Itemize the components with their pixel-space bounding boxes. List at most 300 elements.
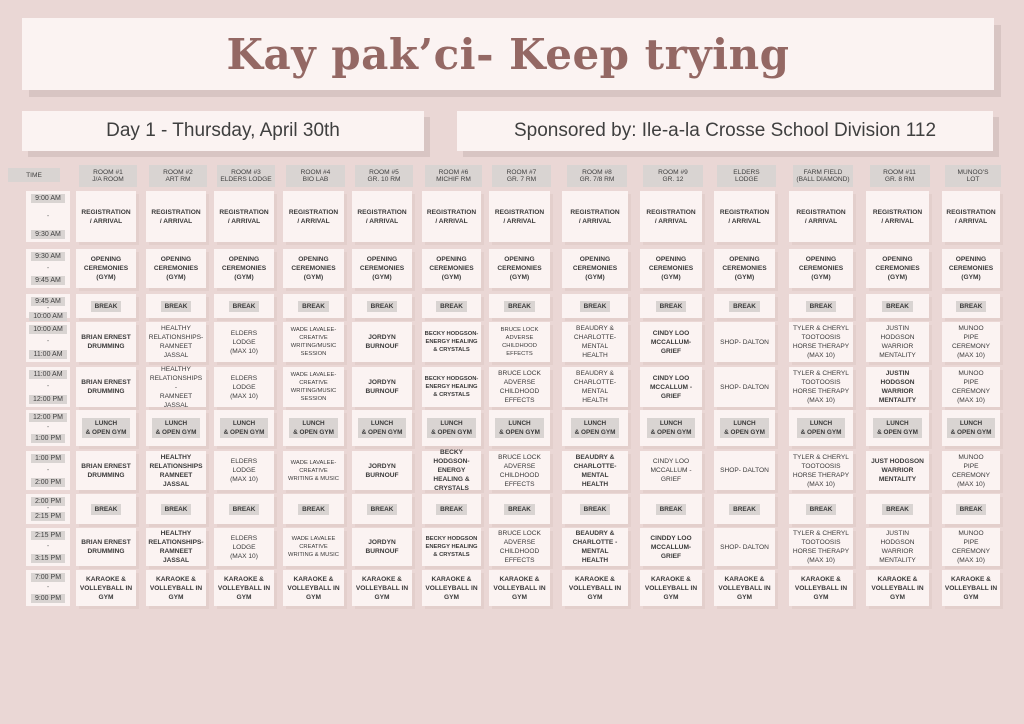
activity-pill: BREAK [229,301,260,312]
activity-label: KARAOKE & VOLLEYBALL IN GYM [794,575,848,601]
schedule-cell [489,451,550,490]
schedule-cell [789,528,853,566]
activity-pill: BREAK [161,504,192,515]
activity-label: REGISTRATION / ARRIVAL [494,208,545,225]
room-header: ROOM #2 ART RM [149,165,207,187]
schedule-cell [76,191,136,242]
room-header: MUNOO'S LOT [945,165,1001,187]
room-header: ROOM #7 GR. 7 RM [492,165,551,187]
time-end: 9:30 AM [31,230,65,239]
activity-label: ELDERS LODGE (MAX 10) [230,534,258,560]
schedule-cell [942,494,1000,524]
schedule-cell [562,570,628,606]
schedule-cell [283,367,344,407]
time-end: 9:00 PM [31,594,65,603]
activity-label: BRUCE LOCK ADVERSE CHILDHOOD EFFECTS [498,370,541,404]
activity-label: MUNOO PIPE CEREMONY (MAX 10) [951,325,991,359]
schedule-cell [422,249,481,288]
activity-label: REGISTRATION / ARRIVAL [946,208,996,225]
activity-pill: BREAK [729,301,760,312]
activity-label: BECKY HODGSON- ENERGY HEALING & CRYSTALS [424,376,479,398]
activity-label: HEALTHY RELATIONSHIPS - RAMNEET JASSAL [149,365,203,409]
time-slot [26,322,70,362]
schedule-cell [789,191,853,242]
activity-pill: BREAK [504,301,535,312]
schedule-cell [146,570,206,606]
activity-label: OPENING CEREMONIES (GYM) [83,256,129,281]
schedule-cell [352,528,412,566]
schedule-cell [352,294,412,318]
activity-label: KARAOKE & VOLLEYBALL IN GYM [568,575,622,601]
room-header: ROOM #11 GR. 8 RM [870,165,930,187]
schedule-cell [942,249,1000,288]
schedule-cell [489,322,550,362]
schedule-cell [640,322,702,362]
activity-label: REGISTRATION / ARRIVAL [426,208,477,225]
activity-label: OPENING CEREMONIES (GYM) [648,256,694,281]
time-start: 2:00 PM [31,497,65,506]
activity-pill: BREAK [91,504,122,515]
schedule-cell [640,249,702,288]
activity-label: REGISTRATION / ARRIVAL [719,208,770,225]
schedule-cell [640,367,702,407]
activity-label: OPENING CEREMONIES (GYM) [572,256,618,281]
day-banner: Day 1 - Thursday, April 30th [22,111,424,151]
schedule-cell [489,494,550,524]
activity-label: BEAUDRY & CHARLOTTE- MENTAL HEALTH [573,325,617,359]
activity-label: KARAOKE & VOLLEYBALL IN GYM [493,575,546,601]
schedule-cell [866,191,929,242]
activity-label: BRUCE LOCK ADVERSE CHILDHOOD EFFECTS [498,530,541,564]
activity-pill: BREAK [806,504,837,515]
time-start: 1:00 PM [31,454,65,463]
room-header: ROOM #4 BIO LAB [286,165,345,187]
activity-label: REGISTRATION / ARRIVAL [646,208,696,225]
schedule-cell [562,322,628,362]
schedule-cell [942,367,1000,407]
schedule-cell [942,570,1000,606]
time-end: 12:00 PM [29,395,67,404]
schedule-cell [562,249,628,288]
schedule-cell [352,191,412,242]
time-slot [26,249,70,288]
activity-pill: BREAK [729,504,760,515]
activity-label: KARAOKE & VOLLEYBALL IN GYM [944,575,998,601]
activity-label: CINDY LOO MCCALLUM - GRIEF [649,374,693,400]
schedule-cell [714,249,775,288]
activity-label: JUST HODGSON WARRIOR MENTALITY [871,458,924,483]
schedule-cell [562,494,628,524]
activity-pill: LUNCH & OPEN GYM [289,418,338,438]
schedule-cell [942,410,1000,446]
schedule-cell [562,191,628,242]
activity-label: CINDDY LOO MCCALLUM- GRIEF [650,534,692,560]
activity-label: BEAUDRY & CHARLOTTE- MENTAL HEALTH [573,370,617,404]
activity-pill: BREAK [580,301,611,312]
schedule-cell [489,570,550,606]
activity-label: BRIAN ERNEST DRUMMING [81,334,131,350]
schedule-cell [714,410,775,446]
activity-label: JORDYN BURNOUF [365,379,399,395]
activity-label: HEALTHY RELATIONSHIPS- RAMNEET JASSAL [148,325,204,359]
schedule-cell [866,528,929,566]
schedule-cell [714,367,775,407]
schedule-cell [789,249,853,288]
schedule-cell [640,528,702,566]
schedule-cell [214,451,274,490]
room-header: ROOM #3 ELDERS LODGE [217,165,275,187]
schedule-cell [352,494,412,524]
schedule-cell [422,528,481,566]
activity-label: WADE LAVALEE- CREATIVE WRITING/MUSIC SESSION [290,372,337,402]
schedule-cell [214,570,274,606]
time-slot [26,410,70,446]
time-separator: - [46,264,50,272]
activity-label: CINDY LOO MCCALLUM - GRIEF [650,458,692,483]
schedule-cell [146,322,206,362]
activity-label: ELDERS LODGE (MAX 10) [230,374,258,400]
time-start: 7:00 PM [31,573,65,582]
activity-label: JUSTIN HODGSON WARRIOR MENTALITY [879,530,916,564]
schedule-cell [489,410,550,446]
schedule-cell [640,410,702,446]
schedule-cell [489,191,550,242]
time-start: 11:00 AM [29,370,66,379]
schedule-cell [640,191,702,242]
time-separator: - [46,212,50,220]
schedule-cell [640,494,702,524]
activity-pill: BREAK [298,301,329,312]
activity-pill: LUNCH & OPEN GYM [797,418,846,438]
activity-pill: BREAK [806,301,837,312]
activity-label: SHOP- DALTON [720,543,769,551]
schedule-cell [214,528,274,566]
schedule-cell [714,322,775,362]
schedule-cell [789,451,853,490]
schedule-cell [283,410,344,446]
time-separator: - [46,338,50,345]
schedule-cell [866,494,929,524]
schedule-cell [489,249,550,288]
schedule-cell [214,367,274,407]
schedule-cell [146,494,206,524]
schedule-cell [422,451,481,490]
schedule-cell [562,367,628,407]
time-end: 2:00 PM [31,478,65,487]
schedule-cell [489,294,550,318]
schedule-cell [352,367,412,407]
activity-label: KARAOKE & VOLLEYBALL IN GYM [287,575,340,601]
activity-label: OPENING CEREMONIES (GYM) [221,256,267,281]
schedule-cell [562,410,628,446]
time-slot [26,367,70,407]
time-start: 10:00 AM [29,325,67,334]
activity-pill: LUNCH & OPEN GYM [720,418,769,438]
schedule-cell [283,294,344,318]
time-end: 2:15 PM [31,512,65,521]
schedule-cell [866,367,929,407]
schedule-cell [76,451,136,490]
activity-pill: BREAK [580,504,611,515]
time-separator: - [46,584,50,591]
time-end: 11:00 AM [29,350,66,359]
schedule-cell [76,322,136,362]
activity-pill: BREAK [298,504,329,515]
room-header: ROOM #8 GR. 7/8 RM [567,165,627,187]
schedule-cell [214,191,274,242]
schedule-cell [422,570,481,606]
schedule-cell [942,528,1000,566]
time-slot [26,570,70,606]
activity-label: HEALTHY RELATIONSHIPS RAMNEET JASSAL [149,453,203,488]
schedule-cell [76,367,136,407]
activity-label: KARAOKE & VOLLEYBALL IN GYM [149,575,203,601]
activity-label: JUSTIN HODGSON WARRIOR MENTALITY [879,325,916,359]
activity-pill: BREAK [91,301,122,312]
room-header: ROOM #5 GR. 10 RM [355,165,413,187]
activity-label: OPENING CEREMONIES (GYM) [153,256,199,281]
schedule-cell [640,570,702,606]
activity-pill: BREAK [956,504,987,515]
activity-label: REGISTRATION / ARRIVAL [151,208,201,225]
activity-pill: BREAK [436,301,467,312]
schedule-cell [352,322,412,362]
activity-label: OPENING CEREMONIES (GYM) [722,256,767,281]
schedule-cell [352,249,412,288]
activity-label: REGISTRATION / ARRIVAL [288,208,339,225]
schedule-cell [146,410,206,446]
activity-pill: BREAK [656,301,687,312]
schedule-cell [214,249,274,288]
schedule-cell [942,294,1000,318]
schedule-cell [146,249,206,288]
activity-pill: BREAK [229,504,260,515]
schedule-cell [866,294,929,318]
schedule-cell [640,294,702,318]
time-slot [26,294,70,318]
activity-label: WADE LAVALEE- CREATIVE WRITING/MUSIC SESSION [290,327,337,357]
activity-label: CINDY LOO MCCALLUM- GRIEF [650,329,692,355]
schedule-cell [283,494,344,524]
schedule-cell [76,249,136,288]
schedule-cell [942,191,1000,242]
time-slot [26,451,70,490]
activity-label: OPENING CEREMONIES (GYM) [798,256,844,281]
activity-label: REGISTRATION / ARRIVAL [219,208,269,225]
activity-label: TYLER & CHERYL TOOTOOSIS HORSE THERAPY (MAX 10) [792,370,850,404]
room-header: ROOM #9 GR. 12 [643,165,703,187]
page-title: Kay pak’ci- Keep trying [226,29,790,79]
time-separator: - [46,543,50,550]
time-end: 9:45 AM [31,276,65,285]
schedule-cell [789,494,853,524]
schedule-cell [214,294,274,318]
time-slot [26,528,70,566]
title-banner [22,18,994,90]
activity-label: KARAOKE & VOLLEYBALL IN GYM [355,575,409,601]
activity-label: TYLER & CHERYL TOOTOOSIS HORSE THERAPY (MAX 10) [792,530,850,564]
schedule-cell [422,322,481,362]
activity-label: KARAOKE & VOLLEYBALL IN GYM [644,575,698,601]
activity-label: BRUCE LOCK ADVERSE CHILDHOOD EFFECTS [498,453,541,488]
time-slot [26,191,70,242]
schedule-cell [214,410,274,446]
time-end: 3:15 PM [31,554,65,563]
schedule-cell [714,494,775,524]
room-header: ELDERS LODGE [717,165,776,187]
activity-pill: LUNCH & OPEN GYM [358,418,407,438]
activity-label: BECKY HODGSON- ENERGY HEALING & CRYSTALS [433,449,470,492]
schedule-cell [76,570,136,606]
schedule-cell [714,451,775,490]
time-separator: - [46,305,50,312]
activity-label: REGISTRATION / ARRIVAL [570,208,620,225]
activity-label: JORDYN BURNOUF [365,334,399,350]
schedule-cell [562,451,628,490]
time-slot [26,494,70,524]
activity-label: KARAOKE & VOLLEYBALL IN GYM [217,575,271,601]
schedule-cell [489,528,550,566]
room-header: ROOM #1 J/A ROOM [79,165,137,187]
activity-label: KARAOKE & VOLLEYBALL IN GYM [871,575,924,601]
schedule-cell [76,294,136,318]
time-column-header: TIME [8,168,60,182]
activity-pill: BREAK [504,504,535,515]
activity-label: TYLER & CHERYL TOOTOOSIS HORSE THERAPY (MAX 10) [792,453,850,488]
activity-label: BRIAN ERNEST DRUMMING [81,379,131,395]
schedule-cell [714,294,775,318]
activity-label: REGISTRATION / ARRIVAL [872,208,923,225]
time-start: 2:15 PM [31,531,65,540]
activity-label: KARAOKE & VOLLEYBALL IN GYM [79,575,133,601]
activity-pill: BREAK [882,504,913,515]
schedule-cell [562,294,628,318]
schedule-cell [283,451,344,490]
schedule-cell [714,570,775,606]
schedule-cell [422,367,481,407]
schedule-cell [562,528,628,566]
activity-label: KARAOKE & VOLLEYBALL IN GYM [718,575,771,601]
activity-label: REGISTRATION / ARRIVAL [357,208,407,225]
schedule-cell [352,410,412,446]
activity-label: REGISTRATION / ARRIVAL [796,208,846,225]
schedule-cell [214,322,274,362]
room-header: FARM FIELD (BALL DIAMOND) [793,165,853,187]
activity-pill: LUNCH & OPEN GYM [220,418,269,438]
schedule-cell [422,294,481,318]
activity-pill: BREAK [956,301,987,312]
activity-label: ELDERS LODGE (MAX 10) [230,329,258,355]
activity-label: OPENING CEREMONIES (GYM) [497,256,542,281]
activity-label: JORDYN BURNOUF [365,539,399,555]
activity-pill: LUNCH & OPEN GYM [82,418,131,438]
activity-label: OPENING CEREMONIES (GYM) [948,256,994,281]
schedule-cell [489,367,550,407]
activity-pill: BREAK [367,504,398,515]
activity-label: HEALTHY RELATIONSHIPS- RAMNEET JASSAL [148,530,204,564]
time-separator: - [46,505,50,512]
activity-label: MUNOO PIPE CEREMONY (MAX 10) [951,530,991,564]
activity-label: OPENING CEREMONIES (GYM) [359,256,405,281]
schedule-cell [866,410,929,446]
activity-label: KARAOKE & VOLLEYBALL IN GYM [425,575,478,601]
schedule-cell [422,494,481,524]
activity-pill: BREAK [882,301,913,312]
activity-label: TYLER & CHERYL TOOTOOSIS HORSE THERAPY (MAX 10) [792,325,850,359]
schedule-cell [146,367,206,407]
schedule-cell [422,410,481,446]
room-header: ROOM #6 MICHIF RM [425,165,482,187]
activity-label: JUSTIN HODGSON WARRIOR MENTALITY [878,370,917,404]
schedule-cell [789,570,853,606]
sponsor-banner: Sponsored by: Ile-a-la Crosse School Division 112 [457,111,993,151]
activity-label: WADE LAVALEE- CREATIVE WRITING & MUSIC [288,459,339,482]
activity-label: OPENING CEREMONIES (GYM) [429,256,474,281]
activity-label: MUNOO PIPE CEREMONY (MAX 10) [951,370,991,404]
schedule-cell [866,570,929,606]
activity-pill: LUNCH & OPEN GYM [947,418,996,438]
activity-label: BECKY HODGSON- ENERGY HEALING & CRYSTALS [424,331,479,353]
time-separator: - [46,383,50,390]
time-separator: - [46,424,50,431]
activity-label: SHOP- DALTON [720,338,769,346]
schedule-cell [866,451,929,490]
schedule-cell [866,322,929,362]
activity-pill: LUNCH & OPEN GYM [495,418,544,438]
schedule-cell [76,528,136,566]
time-start: 12:00 PM [29,413,67,422]
activity-label: SHOP- DALTON [720,467,769,474]
schedule-cell [76,410,136,446]
schedule-cell [866,249,929,288]
activity-label: REGISTRATION / ARRIVAL [81,208,131,225]
activity-label: OPENING CEREMONIES (GYM) [875,256,920,281]
activity-label: OPENING CEREMONIES (GYM) [291,256,336,281]
activity-label: BRIAN ERNEST DRUMMING [81,462,131,479]
schedule-cell [283,191,344,242]
activity-label: BEAUDRY & CHARLOTTE- MENTAL HEALTH [573,453,617,488]
activity-pill: BREAK [367,301,398,312]
schedule-cell [214,494,274,524]
activity-label: JORDYN BURNOUF [365,462,399,479]
schedule-cell [146,294,206,318]
schedule-cell [789,410,853,446]
activity-pill: LUNCH & OPEN GYM [873,418,922,438]
schedule-cell [789,322,853,362]
time-separator: - [46,466,50,474]
schedule-cell [789,294,853,318]
time-end: 1:00 PM [31,434,65,443]
time-start: 9:30 AM [31,252,65,261]
time-start: 9:45 AM [31,297,65,306]
activity-pill: LUNCH & OPEN GYM [427,418,476,438]
schedule-cell [146,191,206,242]
schedule-cell [283,249,344,288]
schedule-cell [76,494,136,524]
activity-pill: LUNCH & OPEN GYM [571,418,620,438]
schedule-cell [942,451,1000,490]
activity-pill: BREAK [161,301,192,312]
activity-label: BEAUDRY & CHARLOTTE - MENTAL HEALTH [572,530,618,564]
activity-pill: LUNCH & OPEN GYM [647,418,696,438]
schedule-cell [789,367,853,407]
schedule-cell [146,528,206,566]
schedule-cell [422,191,481,242]
activity-label: SHOP- DALTON [720,383,769,391]
schedule-cell [714,528,775,566]
activity-label: BECKY HODGSON ENERGY HEALING & CRYSTALS [425,536,478,558]
time-start: 9:00 AM [31,194,65,203]
